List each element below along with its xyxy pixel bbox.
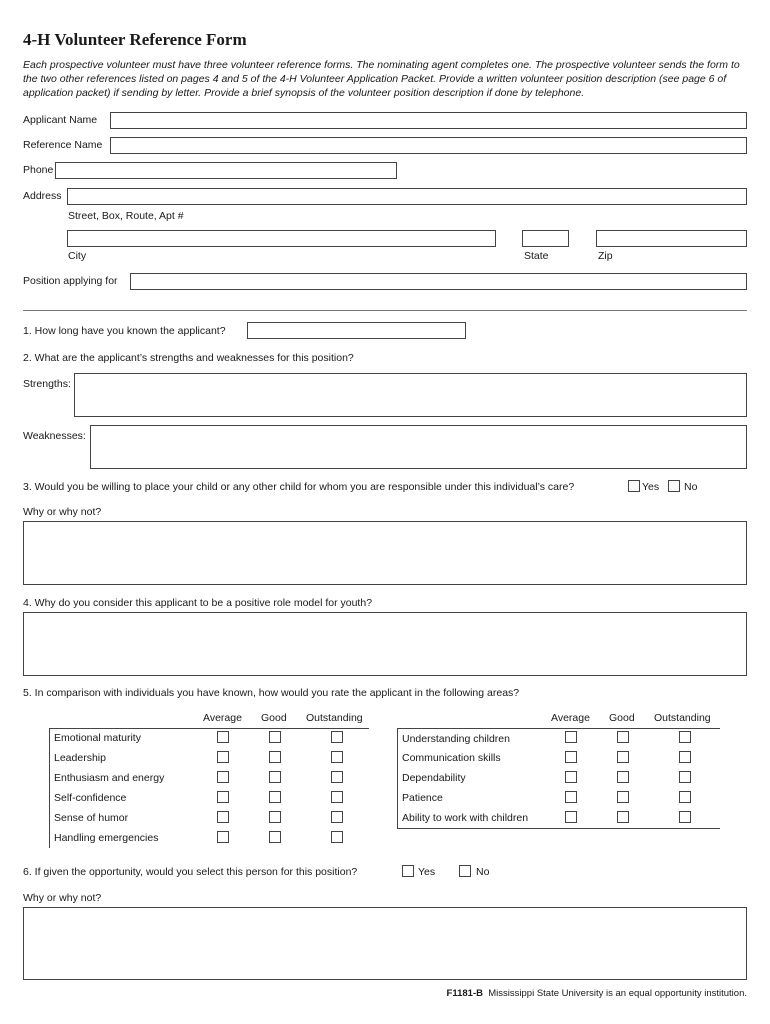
rating-item-left: Leadership — [54, 752, 106, 764]
applicant-name-label: Applicant Name — [23, 114, 98, 126]
rating-item-left: Handling emergencies — [54, 832, 159, 844]
q6-no-checkbox[interactable] — [459, 865, 471, 877]
rating-item-right: Communication skills — [402, 752, 501, 764]
strengths-label: Strengths: — [23, 378, 71, 390]
sense-of-humor-good-checkbox[interactable] — [269, 811, 281, 823]
left-col-average: Average — [203, 712, 242, 724]
q6-yes-checkbox[interactable] — [402, 865, 414, 877]
zip-field[interactable] — [596, 230, 747, 247]
question-6: 6. If given the opportunity, would you select this person for this position? — [23, 866, 358, 878]
rating-item-left: Enthusiasm and energy — [54, 772, 165, 784]
dependability-average-checkbox[interactable] — [565, 771, 577, 783]
q6-why-field[interactable] — [23, 907, 747, 980]
handling-emergencies-average-checkbox[interactable] — [217, 831, 229, 843]
rating-item-left: Self-confidence — [54, 792, 127, 804]
right-col-good: Good — [609, 712, 635, 724]
enthusiasm-outstanding-checkbox[interactable] — [331, 771, 343, 783]
handling-emergencies-good-checkbox[interactable] — [269, 831, 281, 843]
q3-why-label: Why or why not? — [23, 506, 102, 518]
understanding-children-average-checkbox[interactable] — [565, 731, 577, 743]
right-col-average: Average — [551, 712, 590, 724]
left-col-good: Good — [261, 712, 287, 724]
rating-item-right: Understanding children — [402, 733, 510, 745]
question-3: 3. Would you be willing to place your child or any other child for whom you are responsible under this individual’s care? — [23, 481, 575, 493]
q6-why-label: Why or why not? — [23, 892, 102, 904]
left-col-outstanding: Outstanding — [306, 712, 363, 724]
city-hint: City — [68, 250, 87, 262]
leadership-good-checkbox[interactable] — [269, 751, 281, 763]
patience-average-checkbox[interactable] — [565, 791, 577, 803]
q6-yes-label: Yes — [418, 866, 436, 878]
section-divider — [23, 310, 747, 311]
state-field[interactable] — [522, 230, 569, 247]
q3-no-checkbox[interactable] — [668, 480, 680, 492]
form-instructions: Each prospective volunteer must have three volunteer reference forms. The nominating agent completes one. The prospective volunteer sends the form to the two other references listed on pages 4 and 5 of the 4-H Volunteer Application Packet. Provide a written volunteer position description (see page 6 of application packet) if sending by letter. Provide a brief synopsis of the volunteer position description if done by telephone. — [23, 59, 740, 99]
emotional-maturity-good-checkbox[interactable] — [269, 731, 281, 743]
rating-item-right: Patience — [402, 792, 443, 804]
rating-item-right: Dependability — [402, 772, 466, 784]
phone-label: Phone — [23, 164, 54, 176]
q3-yes-label: Yes — [642, 481, 660, 493]
known-duration-field[interactable] — [247, 322, 466, 339]
q6-no-label: No — [476, 866, 490, 878]
leadership-outstanding-checkbox[interactable] — [331, 751, 343, 763]
leadership-average-checkbox[interactable] — [217, 751, 229, 763]
question-1: 1. How long have you known the applicant? — [23, 325, 226, 337]
dependability-good-checkbox[interactable] — [617, 771, 629, 783]
weaknesses-label: Weaknesses: — [23, 430, 86, 442]
rating-item-left: Sense of humor — [54, 812, 129, 824]
address-label: Address — [23, 190, 62, 202]
street-hint: Street, Box, Route, Apt # — [68, 210, 184, 222]
q3-yes-checkbox[interactable] — [628, 480, 640, 492]
q3-why-field[interactable] — [23, 521, 747, 585]
form-title: 4-H Volunteer Reference Form — [23, 30, 247, 49]
question-2: 2. What are the applicant’s strengths and weaknesses for this position? — [23, 352, 354, 364]
sense-of-humor-outstanding-checkbox[interactable] — [331, 811, 343, 823]
emotional-maturity-outstanding-checkbox[interactable] — [331, 731, 343, 743]
dependability-outstanding-checkbox[interactable] — [679, 771, 691, 783]
ability-with-children-average-checkbox[interactable] — [565, 811, 577, 823]
right-table-bottom-rule — [397, 828, 720, 829]
handling-emergencies-outstanding-checkbox[interactable] — [331, 831, 343, 843]
left-table-left-rule — [49, 728, 50, 848]
weaknesses-field[interactable] — [90, 425, 747, 469]
self-confidence-outstanding-checkbox[interactable] — [331, 791, 343, 803]
enthusiasm-average-checkbox[interactable] — [217, 771, 229, 783]
self-confidence-good-checkbox[interactable] — [269, 791, 281, 803]
patience-good-checkbox[interactable] — [617, 791, 629, 803]
left-table-top-rule — [49, 728, 369, 729]
applicant-name-field[interactable] — [110, 112, 747, 129]
communication-skills-average-checkbox[interactable] — [565, 751, 577, 763]
ability-with-children-outstanding-checkbox[interactable] — [679, 811, 691, 823]
role-model-field[interactable] — [23, 612, 747, 676]
reference-name-field[interactable] — [110, 137, 747, 154]
question-5: 5. In comparison with individuals you have known, how would you rate the applicant in the following areas? — [23, 687, 520, 699]
rating-item-right: Ability to work with children — [402, 812, 529, 824]
question-4: 4. Why do you consider this applicant to be a positive role model for youth? — [23, 597, 373, 609]
self-confidence-average-checkbox[interactable] — [217, 791, 229, 803]
sense-of-humor-average-checkbox[interactable] — [217, 811, 229, 823]
communication-skills-outstanding-checkbox[interactable] — [679, 751, 691, 763]
rating-item-left: Emotional maturity — [54, 732, 141, 744]
emotional-maturity-average-checkbox[interactable] — [217, 731, 229, 743]
state-hint: State — [524, 250, 549, 262]
understanding-children-outstanding-checkbox[interactable] — [679, 731, 691, 743]
ability-with-children-good-checkbox[interactable] — [617, 811, 629, 823]
position-field[interactable] — [130, 273, 747, 290]
position-label: Position applying for — [23, 275, 118, 287]
footer — [447, 988, 747, 999]
q3-no-label: No — [684, 481, 698, 493]
city-field[interactable] — [67, 230, 496, 247]
phone-field[interactable] — [55, 162, 397, 179]
strengths-field[interactable] — [74, 373, 747, 417]
street-address-field[interactable] — [67, 188, 747, 205]
right-table-top-rule — [397, 728, 720, 729]
right-table-left-rule — [397, 728, 398, 828]
patience-outstanding-checkbox[interactable] — [679, 791, 691, 803]
footer-statement: Mississippi State University is an equal opportunity institution. — [488, 988, 747, 999]
reference-name-label: Reference Name — [23, 139, 103, 151]
understanding-children-good-checkbox[interactable] — [617, 731, 629, 743]
enthusiasm-good-checkbox[interactable] — [269, 771, 281, 783]
zip-hint: Zip — [598, 250, 613, 262]
communication-skills-good-checkbox[interactable] — [617, 751, 629, 763]
form-code: F1181-B — [446, 988, 483, 999]
right-col-outstanding: Outstanding — [654, 712, 711, 724]
